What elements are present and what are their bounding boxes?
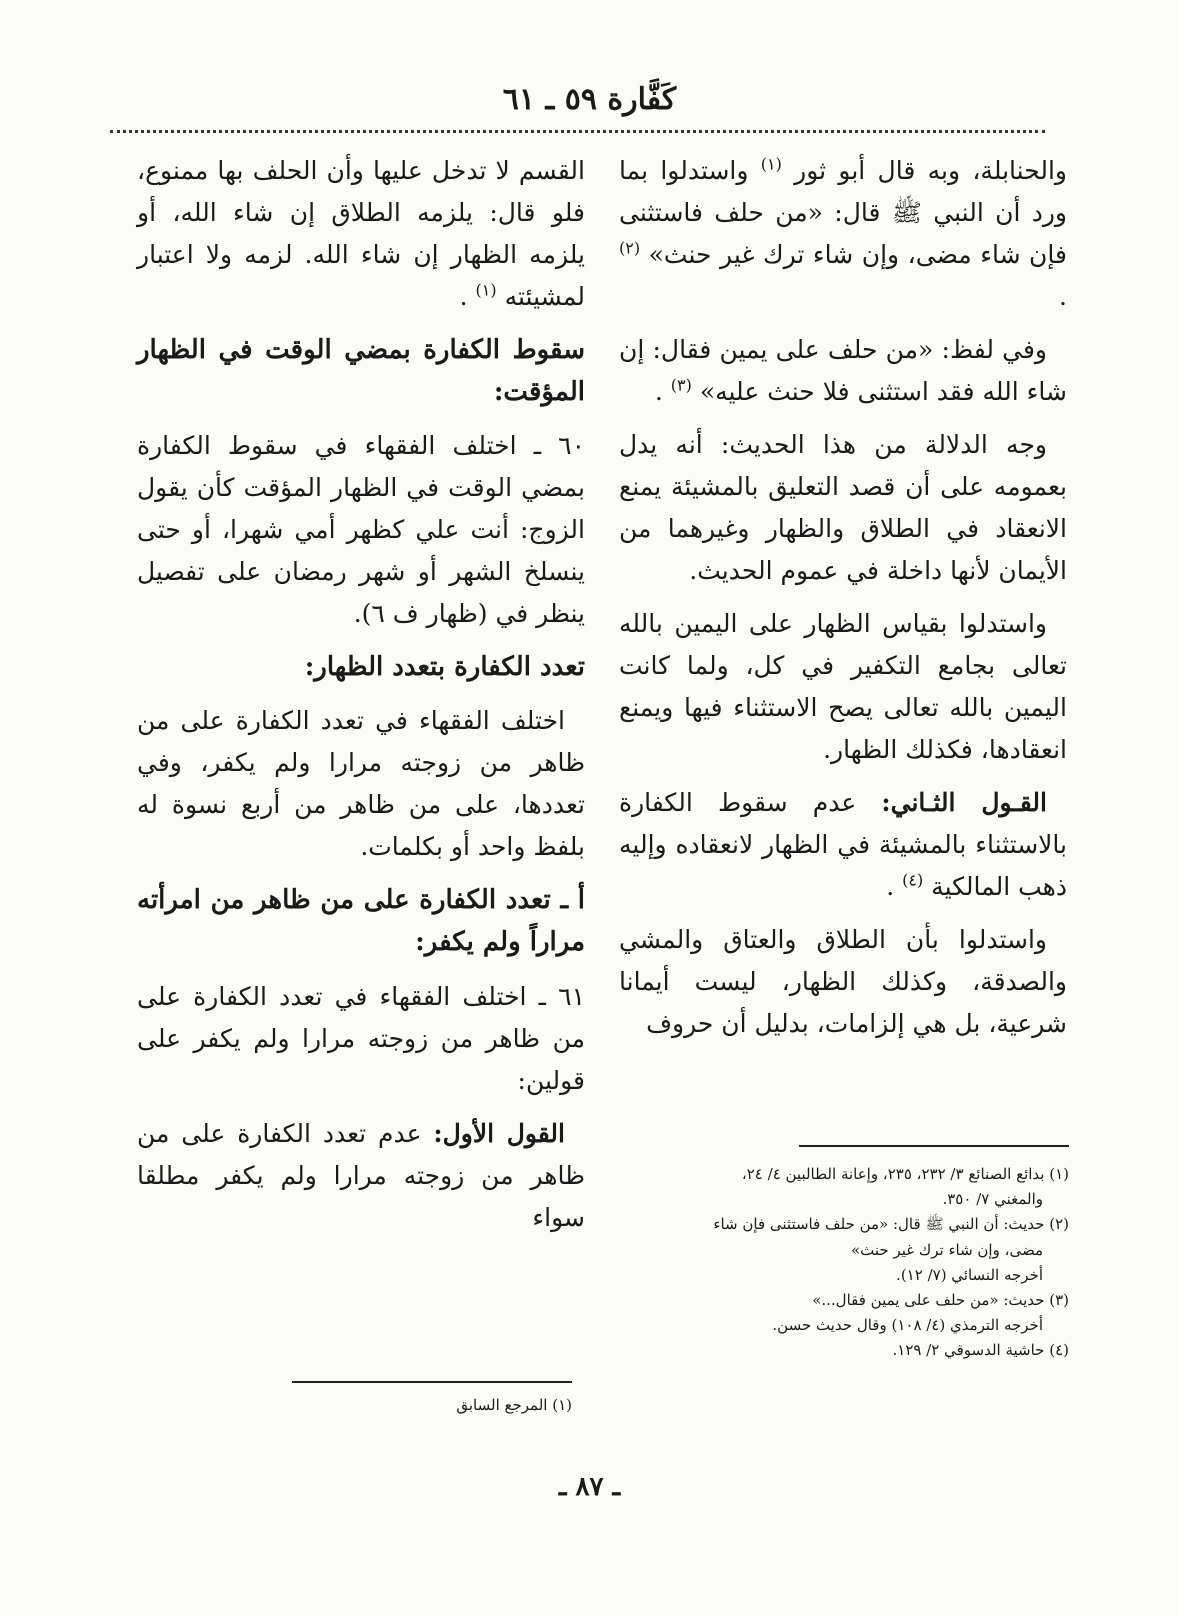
footnote	[609, 1288, 1069, 1338]
paragraph: ٦١ ـ اختلف الفقهاء في تعدد الكفارة على من ظاهر من زوجته مرارا ولم يكفر على قولين:	[137, 981, 585, 1095]
paragraph-text: عدم سقوط الكفارة بالاستثناء بالمشيئة في الظهار لانعقاده وإليه ذهب المالكية	[619, 788, 1067, 901]
paragraph: ٦٠ ـ اختلف الفقهاء في سقوط الكفارة بمضي الوقت في الظهار المؤقت كأن يقول الزوج: أنت علي كظهر أمي شهرا، أو حتى ينسلخ الشهر أو شهر رمضان على تفصيل ينظر في (ظهار ف ٦).	[137, 431, 585, 629]
footnote-line: أخرجه الترمذي (٤/ ١٠٨) وقال حديث حسن.	[772, 1316, 1043, 1335]
paragraph-end: .	[886, 872, 895, 901]
footnote-line: (٣) حديث: «من حلف على يمين فقال...»	[812, 1290, 1069, 1309]
footnotes-left	[132, 1393, 572, 1418]
section-heading: تعدد الكفارة بتعدد الظهار:	[304, 652, 585, 683]
footnote	[609, 1212, 1069, 1288]
paragraph: واستدلوا بأن الطلاق والعتاق والمشي والصدقة، وكذلك الظهار، ليست أيمانا شرعية، بل هي إلزامات، بدليل أن حروف	[619, 925, 1067, 1038]
footnote-ref: (٣)	[670, 375, 692, 395]
inline-heading: القـول الثـاني:	[881, 788, 1047, 817]
footnote-line: أخرجه النسائي (٧/ ١٢).	[896, 1265, 1043, 1284]
paragraph	[619, 782, 1067, 908]
paragraph-text: القسم لا تدخل عليها وأن الحلف بها ممنوع، فلو قال: يلزمه الطلاق إن شاء الله، أو يلزمه الظهار إن شاء الله. لزمه ولا اعتبار لمشيئته	[137, 156, 585, 311]
footnote-line: (٢) حديث: أن النبي ﷺ قال: «من حلف فاستثنى فإن شاء	[713, 1215, 1069, 1234]
section-heading: سقوط الكفارة بمضي الوقت في الظهار المؤقت:	[137, 335, 585, 408]
paragraph-end: .	[459, 282, 468, 311]
paragraph	[137, 150, 585, 318]
paragraph-end: .	[1059, 282, 1067, 311]
paragraph-end: .	[654, 377, 663, 406]
footnote-line: (٤) حاشية الدسوقي ٢/ ١٢٩.	[892, 1341, 1069, 1360]
paragraph: واستدلوا بقياس الظهار على اليمين بالله تعالى بجامع التكفير في كل، ولما كانت اليمين بالله تعالى يصح الاستثناء فيها ويمنع انعقادها، فكذلك الظهار.	[619, 609, 1067, 764]
footnote-ref: (١)	[760, 154, 782, 174]
inline-heading: القول الأول:	[433, 1118, 565, 1148]
footnote	[609, 1338, 1069, 1363]
header-dotted-divider	[110, 130, 1045, 133]
section-heading: أ ـ تعدد الكفارة على من ظاهر من امرأته مراراً ولم يكفر:	[137, 885, 585, 958]
paragraph: وجه الدلالة من هذا الحديث: أنه يدل بعمومه على أن قصد التعليق بالمشيئة يمنع الانعقاد في الطلاق والظهار وغيرهما من الأيمان لأنها داخلة في عموم الحديث.	[619, 430, 1067, 585]
footnote-line: والمغني ٧/ ٣٥٠.	[942, 1190, 1043, 1209]
footnote-divider	[799, 1145, 1069, 1147]
paragraph	[619, 150, 1067, 318]
paragraph	[137, 1113, 585, 1239]
footnote-line: مضى، وإن شاء ترك غير حنث»	[850, 1240, 1043, 1259]
footnote-ref: (٢)	[619, 238, 641, 258]
paragraph-text: والحنابلة، وبه قال أبو ثور	[794, 156, 1067, 185]
paragraph	[619, 329, 1067, 413]
footnotes-right	[609, 1162, 1069, 1364]
paragraph: اختلف الفقهاء في تعدد الكفارة على من ظاهر من زوجته مرارا ولم يكفر، وفي تعددها، على من ظاهر من أربع نسوة له بلفظ واحد أو بكلمات.	[137, 706, 585, 862]
page-header-title: كَفَّارة ٥٩ ـ ٦١	[502, 82, 677, 117]
footnote	[609, 1162, 1069, 1212]
left-text-column	[137, 150, 585, 1250]
footnote-ref: (١)	[475, 280, 497, 300]
footnote-ref: (٤)	[902, 870, 924, 890]
paragraph-text: وفي لفظ: «من حلف على يمين فقال: إن شاء الله فقد استثنى فلا حنث عليه»	[619, 335, 1067, 406]
footnote-line: (١) المرجع السابق	[456, 1396, 572, 1414]
paragraph-text: واستدلوا بما ورد أن النبي ﷺ قال: «من حلف فاستثنى فإن شاء مضى، وإن شاء ترك غير حنث»	[619, 156, 1067, 269]
paragraph-text: عدم تعدد الكفارة على من ظاهر من زوجته مرارا ولم يكفر مطلقا سواء	[137, 1118, 585, 1232]
page-number: ـ ٨٧ ـ	[558, 1472, 621, 1502]
footnote-divider	[292, 1381, 572, 1383]
footnote-line: (١) بدائع الصنائع ٣/ ٢٣٢، ٢٣٥، وإعانة الطالبين ٤/ ٢٤،	[741, 1165, 1069, 1183]
right-text-column	[619, 150, 1067, 1056]
